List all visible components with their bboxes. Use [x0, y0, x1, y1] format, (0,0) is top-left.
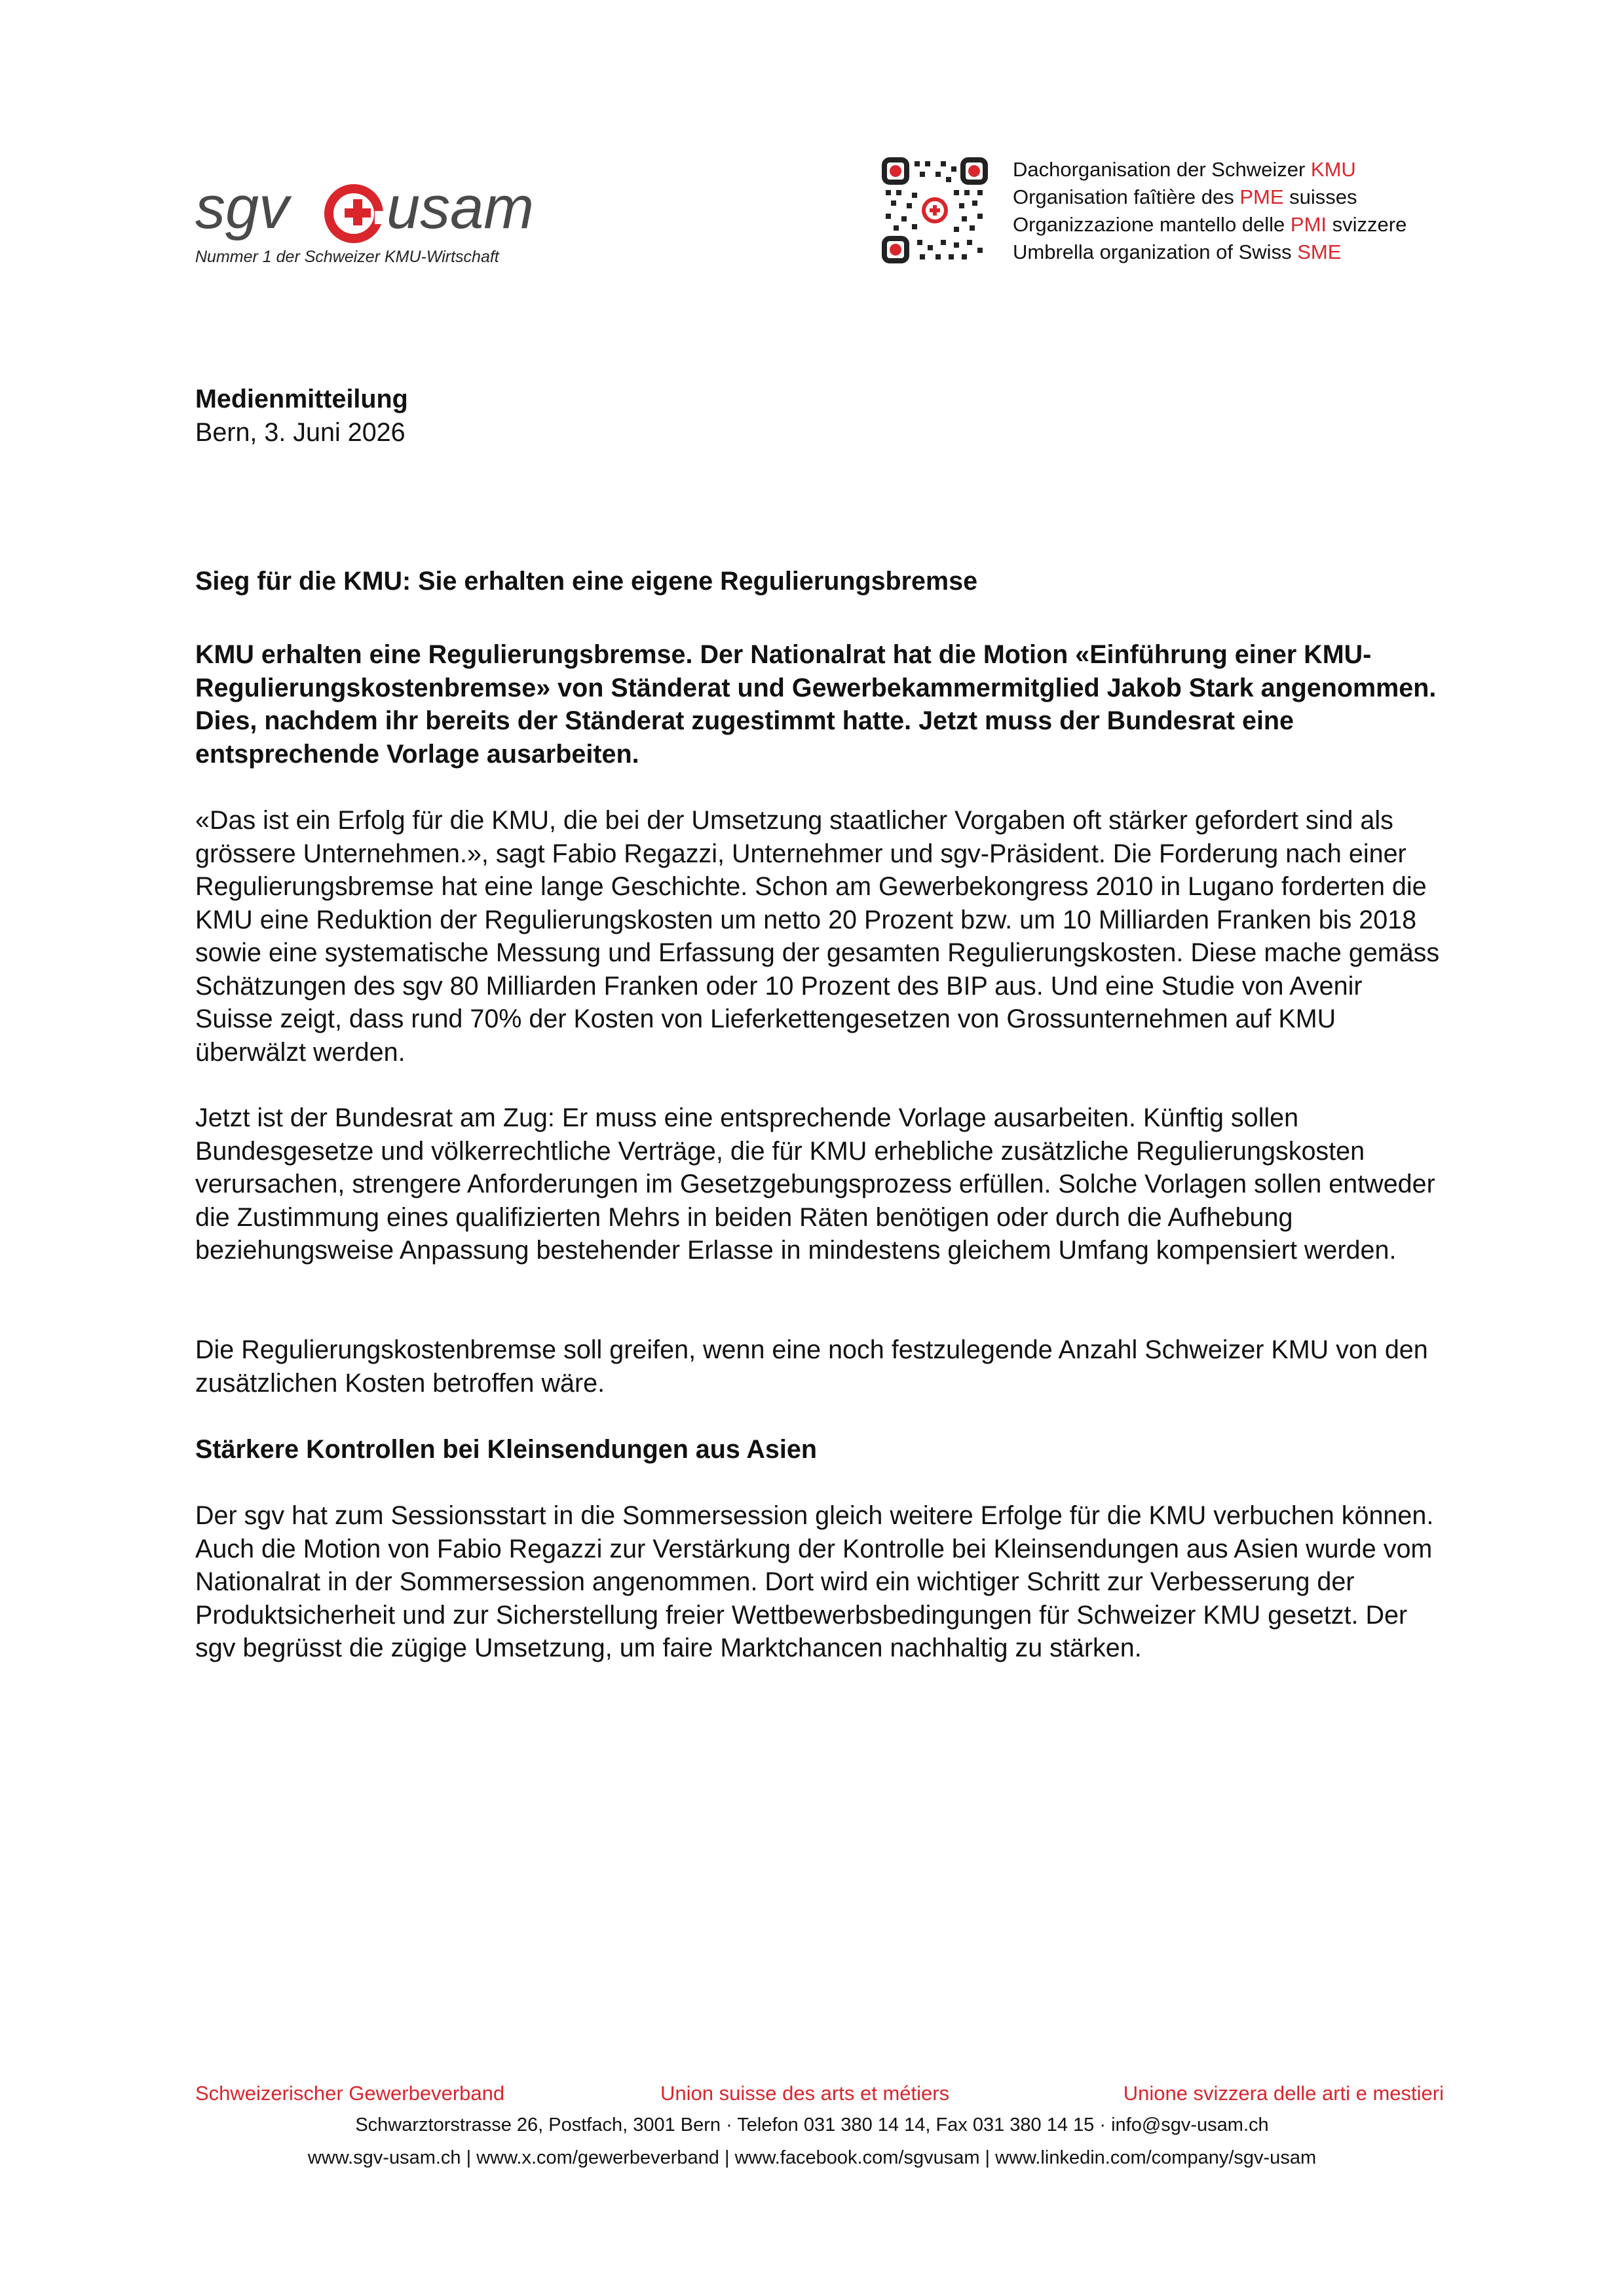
sgv-usam-logo	[195, 172, 549, 250]
org-line-tail: suisses	[1283, 185, 1357, 208]
footer-org-fr: Union suisse des arts et métiers	[660, 2082, 950, 2105]
org-line-tail: svizzere	[1327, 213, 1407, 236]
org-line-text: Organizzazione mantello delle	[1013, 213, 1291, 236]
logo-svg	[195, 172, 549, 250]
document-label-block	[195, 383, 1440, 449]
document-kind: Medienmitteilung	[195, 385, 408, 413]
org-line-accent: PMI	[1290, 213, 1327, 236]
qr-code-icon	[882, 157, 988, 263]
org-line-en	[1013, 239, 1407, 266]
footer-web-links: www.sgv-usam.ch | www.x.com/gewerbeverband | www.facebook.com/sgvusam | www.linkedin.com/company/sgv-usam	[307, 2147, 1317, 2168]
org-line-accent: PME	[1239, 185, 1284, 208]
logo-left-text: sgv	[195, 174, 290, 241]
swiss-cross-circle-icon	[329, 189, 387, 239]
org-line-accent: KMU	[1310, 158, 1356, 181]
organisation-lines	[1013, 156, 1407, 266]
subheading: Stärkere Kontrollen bei Kleinsendungen aus Asien	[195, 1435, 817, 1464]
org-line-text: Dachorganisation der Schweizer	[1013, 158, 1311, 181]
lead-paragraph: KMU erhalten eine Regulierungsbremse. Der Nationalrat hat die Motion «Einführung einer KMU-Regulierungskostenbremse» von Ständerat und Gewerbekammermitglied Jakob Stark angenommen. Dies, nachdem ihr bereits der Ständerat zugestimmt hatte. Jetzt muss der Bundesrat eine entsprechende Vorlage ausarbeiten.	[195, 640, 1437, 769]
logo-right-text: usam	[387, 174, 534, 241]
org-line-accent: SME	[1297, 240, 1342, 263]
footer-address: Schwarztorstrasse 26, Postfach, 3001 Bern · Telefon 031 380 14 14, Fax 031 380 14 15 · info@sgv-usam.ch	[355, 2114, 1269, 2135]
body-paragraph-4: Der sgv hat zum Sessionsstart in die Sommersession gleich weitere Erfolge für die KMU verbuchen können. Auch die Motion von Fabio Regazzi zur Verstärkung der Kontrolle bei Kleinsendungen aus Asien wurde vom Nationalrat in der Sommersession angenommen. Dort wird ein wichtiger Schritt zur Verbesserung der Produktsicherheit und zur Sicherstellung freier Wettbewerbsbedingungen für Schweizer KMU gesetzt. Der sgv begrüsst die zügige Umsetzung, um faire Marktchancen nachhaltig zu stärken.	[195, 1501, 1434, 1662]
footer-org-it: Unione svizzera delle arti e mestieri	[1123, 2082, 1444, 2105]
body-paragraph-3: Die Regulierungskostenbremse soll greifen, wenn eine noch festzulegende Anzahl Schweizer KMU von den zusätzlichen Kosten betroffen wäre.	[195, 1335, 1428, 1398]
headline: Sieg für die KMU: Sie erhalten eine eigene Regulierungsbremse	[195, 567, 978, 596]
body-paragraph-2: Jetzt ist der Bundesrat am Zug: Er muss eine entsprechende Vorlage ausarbeiten. Künftig sollen Bundesgesetze und völkerrechtliche Verträge, die für KMU erhebliche zusätzliche Regulierungskosten verursachen, strengere Anforderungen im Gesetzgebungsprozess erfüllen. Solche Vorlagen sollen entweder die Zustimmung eines qualifizierten Mehrs in beiden Räten benötigen oder durch die Aufhebung beziehungsweise Anpassung bestehender Erlasse in mindestens gleichem Umfang kompensiert werden.	[195, 1103, 1435, 1265]
org-line-fr	[1013, 183, 1407, 211]
org-line-text: Umbrella organization of Swiss	[1013, 240, 1298, 263]
place-date: Bern, 3. Juni 2026	[195, 417, 406, 447]
tagline: Nummer 1 der Schweizer KMU-Wirtschaft	[195, 248, 499, 266]
footer-org-de: Schweizerischer Gewerbeverband	[195, 2082, 505, 2105]
org-line-text: Organisation faîtière des	[1013, 185, 1240, 208]
body-paragraph-1: «Das ist ein Erfolg für die KMU, die bei der Umsetzung staatlicher Vorgaben oft stärker gefordert sind als grössere Unternehmen.», sagt Fabio Regazzi, Unternehmer und sgv-Präsident. Die Forderung nach einer Regulierungsbremse hat eine lange Geschichte. Schon am Gewerbekongress 2010 in Lugano forderten die KMU eine Reduktion der Regulierungskosten um netto 20 Prozent bzw. um 10 Milliarden Franken bis 2018 sowie eine systematische Messung und Erfassung der gesamten Regulierungskosten. Diese mache gemäss Schätzungen des sgv 80 Milliarden Franken oder 10 Prozent des BIP aus. Und eine Studie von Avenir Suisse zeigt, dass rund 70% der Kosten von Lieferkettengesetzen von Grossunternehmen auf KMU überwälzt werden.	[195, 806, 1440, 1067]
org-line-it	[1013, 211, 1407, 239]
org-line-de	[1013, 156, 1407, 183]
